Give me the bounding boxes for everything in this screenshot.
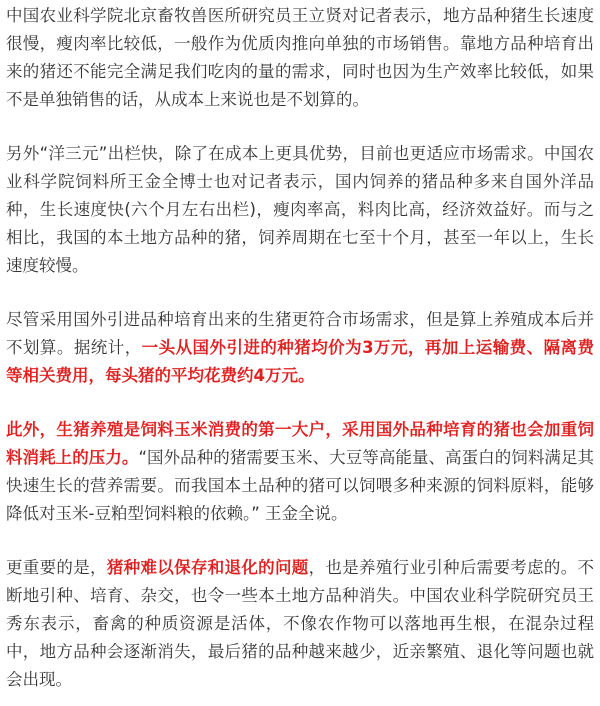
paragraph-5 bbox=[6, 554, 594, 694]
paragraph-4 bbox=[6, 416, 594, 528]
text-segment: ，也是养殖行业引种后需要考虑的。不断地引种、培育、杂交，也令一些本土地方品种消失。中国农业科学院研究员王秀东表示，畜禽的种质资源是活体，不像农作物可以落地再生根，在混杂过程中，地方品种会逐渐消失，最后猪的品种越来越少，近亲繁殖、退化等问题也就会出现。 bbox=[6, 558, 595, 689]
paragraph-1 bbox=[6, 2, 594, 114]
paragraph-3 bbox=[6, 306, 594, 390]
text-segment: 中国农业科学院北京畜牧兽医所研究员王立贤对记者表示，地方品种猪生长速度很慢，瘦肉率比较低，一般作为优质肉推向单独的市场销售。靠地方品种培育出来的猪还不能完全满足我们吃肉的量的需求，同时也因为生产效率比较低，如果不是单独销售的话，从成本上来说也是不划算的。 bbox=[6, 6, 594, 109]
text-segment: “国外品种的猪需要玉米、大豆等高能量、高蛋白的饲料满足其快速生长的营养需要。而我国本土品种的猪可以饲喂多种来源的饲料原料，能够降低对玉米-豆粕型饲料粮的依赖。” 王金全说。 bbox=[6, 448, 594, 523]
paragraph-2 bbox=[6, 140, 594, 280]
text-segment: 更重要的是， bbox=[6, 558, 107, 577]
text-segment: 另外“洋三元”出栏快，除了在成本上更具优势，目前也更适应市场需求。中国农业科学院饲料所王金全博士也对记者表示，国内饲养的猪品种多来自国外洋品种，生长速度快(六个月左右出栏)，瘦肉率高，料肉比高，经济效益好。而与之相比，我国的本土地方品种的猪，饲养周期在七至十个月，甚至一年以上，生长速度较慢。 bbox=[6, 144, 594, 275]
text-segment: 尽管采用国外引进品种培育出来的生猪更符合市场需求，但是算上养殖成本后并不划算。据统计， bbox=[6, 310, 594, 357]
highlighted-text: 一头从国外引进的种猪均价为3万元，再加上运输费、隔离费等相关费用，每头猪的平均花费约4万元。 bbox=[6, 338, 595, 385]
highlighted-text: 此外，生猪养殖是饲料玉米消费的第一大户，采用国外品种培育的猪也会加重饲料消耗上的压力。 bbox=[6, 420, 594, 467]
highlighted-text: 猪种难以保存和退化的问题 bbox=[106, 558, 309, 577]
